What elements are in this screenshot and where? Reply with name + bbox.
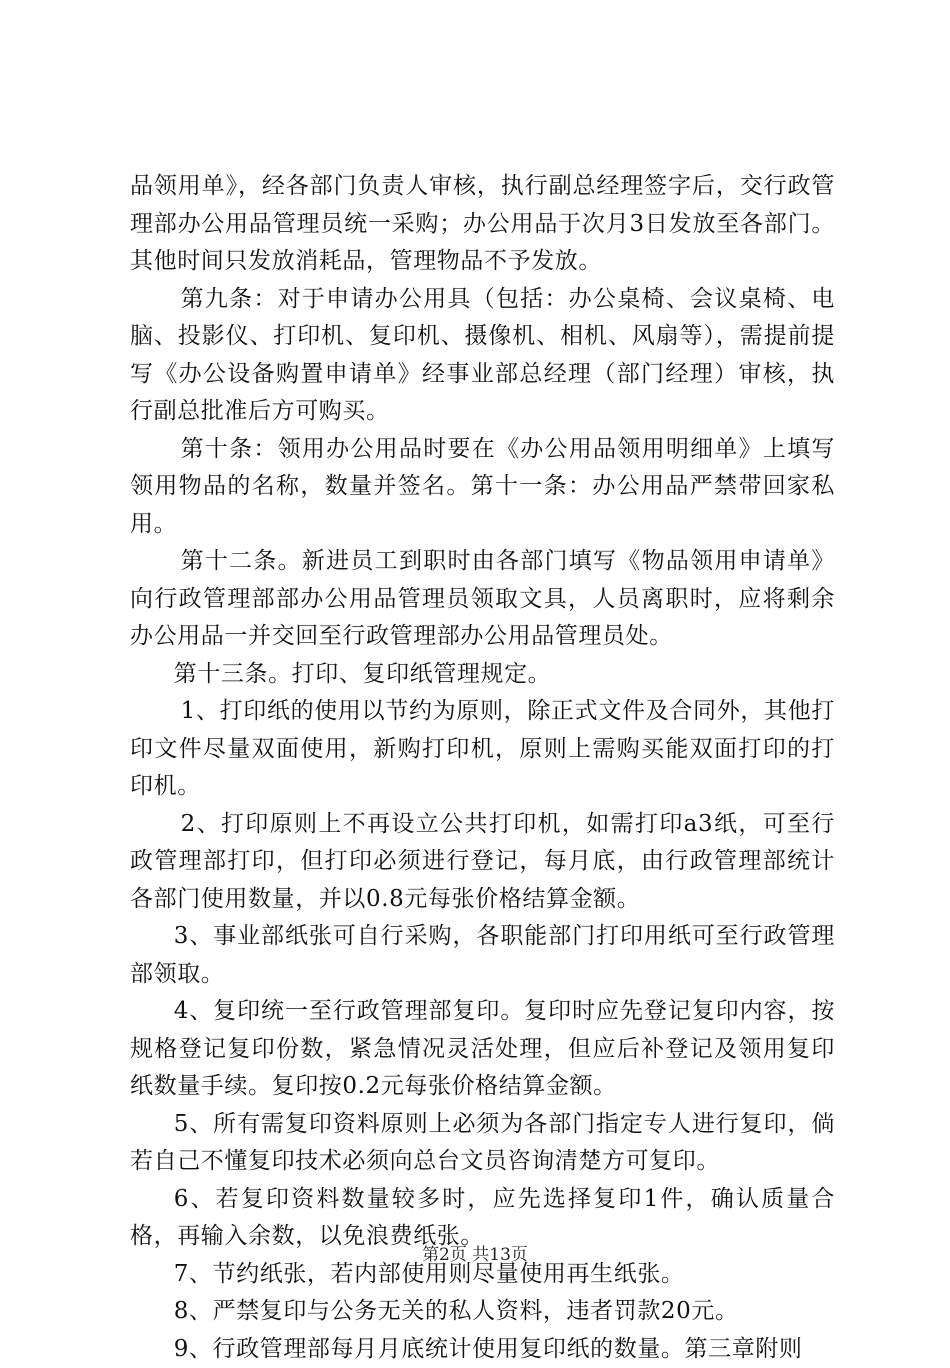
paragraph-item-6: 6、若复印资料数量较多时，应先选择复印1件，确认质量合格，再输入余数，以免浪费纸张。 [130, 1181, 835, 1256]
paragraph-article-10: 第十条：领用办公用品时要在《办公用品领用明细单》上填写领用物品的名称，数量并签名。第十一条：办公用品严禁带回家私用。 [130, 431, 835, 544]
paragraph-item-2: 2、打印原则上不再设立公共打印机，如需打印a3纸，可至行政管理部打印，但打印必须进行登记，每月底，由行政管理部统计各部门使用数量，并以0.8元每张价格结算金额。 [130, 806, 835, 919]
paragraph-item-5: 5、所有需复印资料原则上必须为各部门指定专人进行复印，倘若自己不懂复印技术必须向总台文员咨询清楚方可复印。 [130, 1106, 835, 1181]
paragraph-article-12: 第十二条。新进员工到职时由各部门填写《物品领用申请单》向行政管理部部办公用品管理员领取文具，人员离职时，应将剩余办公用品一并交回至行政管理部办公用品管理员处。 [130, 543, 835, 656]
paragraph-article-9: 第九条：对于申请办公用具（包括：办公桌椅、会议桌椅、电脑、投影仪、打印机、复印机、摄像机、相机、风扇等），需提前提写《办公设备购置申请单》经事业部总经理（部门经理）审核，执行副总批准后方可购买。 [130, 281, 835, 431]
paragraph-item-1: 1、打印纸的使用以节约为原则，除正式文件及合同外，其他打印文件尽量双面使用，新购打印机，原则上需购买能双面打印的打印机。 [130, 693, 835, 806]
paragraph-item-9: 9、行政管理部每月月底统计使用复印纸的数量。第三章附则 [130, 1331, 835, 1368]
page-number-footer: 第2页 共13页 [0, 1240, 950, 1265]
paragraph-item-3: 3、事业部纸张可自行采购，各职能部门打印用纸可至行政管理部领取。 [130, 918, 835, 993]
paragraph-article-13: 第十三条。打印、复印纸管理规定。 [130, 656, 835, 694]
paragraph-continuation: 品领用单》，经各部门负责人审核，执行副总经理签字后，交行政管理部办公用品管理员统一采购；办公用品于次月3日发放至各部门。其他时间只发放消耗品，管理物品不予发放。 [130, 168, 835, 281]
paragraph-item-7: 7、节约纸张，若内部使用则尽量使用再生纸张。 [130, 1256, 835, 1294]
paragraph-item-8: 8、严禁复印与公务无关的私人资料，违者罚款20元。 [130, 1293, 835, 1331]
document-body [130, 168, 835, 1368]
paragraph-item-4: 4、复印统一至行政管理部复印。复印时应先登记复印内容，按规格登记复印份数，紧急情况灵活处理，但应后补登记及领用复印纸数量手续。复印按0.2元每张价格结算金额。 [130, 993, 835, 1106]
